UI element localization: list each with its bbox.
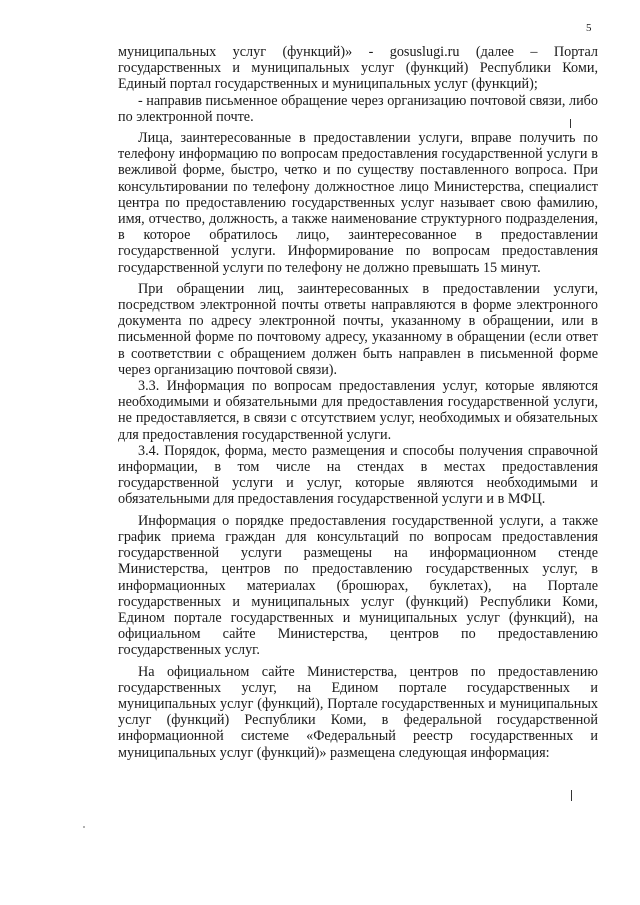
paragraph: - направив письменное обращение через организацию почтовой связи, либо по электронной почте. — [118, 92, 598, 125]
document-body — [118, 44, 598, 761]
paragraph: Лица, заинтересованные в предоставлении услуги, вправе получить по телефону информацию по вопросам предоставления государственной услуги в вежливой форме, быстро, четко и по существу поставленного вопроса. При консультировании по телефону должностное лицо Министерства, специалист центра по предоставлению государственных услуг называет свою фамилию, имя, отчество, должность, а также наименование структурного подразделения, в которое обратилось лицо, заинтересованное в предоставлении государственной услуги. Информирование по вопросам предоставления государственной услуги по телефону не должно превышать 15 минут. — [118, 130, 598, 276]
scan-mark — [570, 119, 571, 128]
paragraph: муниципальных услуг (функций)» - gosuslugi.ru (далее – Портал государственных и муниципальных услуг (функций) Республики Коми, Единый портал государственных и муниципальных услуг (функций); — [118, 44, 598, 93]
paragraph: 3.3. Информация по вопросам предоставления услуг, которые являются необходимыми и обязательными для предоставления государственной услуги, не предоставляется, в связи с отсутствием услуг, необходимых и обязательных для предоставления государственной услуги. — [118, 378, 598, 443]
scan-dot — [83, 826, 85, 828]
paragraph: Информация о порядке предоставления государственной услуги, а также график приема граждан для консультаций по вопросам предоставления государственной услуги размещены на информационном стенде Министерства, центров по предоставлению государственных услуг, в информационных материалах (брошюрах, буклетах), на Портале государственных и муниципальных услуг (функций) Республики Коми, Едином портале государственных и муниципальных услуг (функций), на официальном сайте Министерства, центров по предоставлению государственных услуг. — [118, 512, 598, 659]
paragraph: 3.4. Порядок, форма, место размещения и способы получения справочной информации, в том числе на стендах в местах предоставления государственной услуги и услуг, которые являются необходимыми и обязательными для предоставления государственной услуги и в МФЦ. — [118, 442, 598, 508]
paragraph: На официальном сайте Министерства, центров по предоставлению государственных услуг, на Едином портале государственных и муниципальных услуг (функций), Портале государственных и муниципальных услуг (функций) Республики Коми, в федеральной государственной информационной системе «Федеральный реестр государственных и муниципальных услуг (функций)» размещена следующая информация: — [118, 663, 598, 761]
paragraph: При обращении лиц, заинтересованных в предоставлении услуги, посредством электронной почты ответы направляются в форме электронного документа по адресу электронной почты, указанному в обращении, или в письменной форме по почтовому адресу, указанному в обращении (если ответ в соответствии с обращением должен быть направлен в письменной форме через организацию почтовой связи). — [118, 280, 598, 378]
page-number: 5 — [586, 22, 592, 34]
scan-mark — [571, 790, 572, 801]
